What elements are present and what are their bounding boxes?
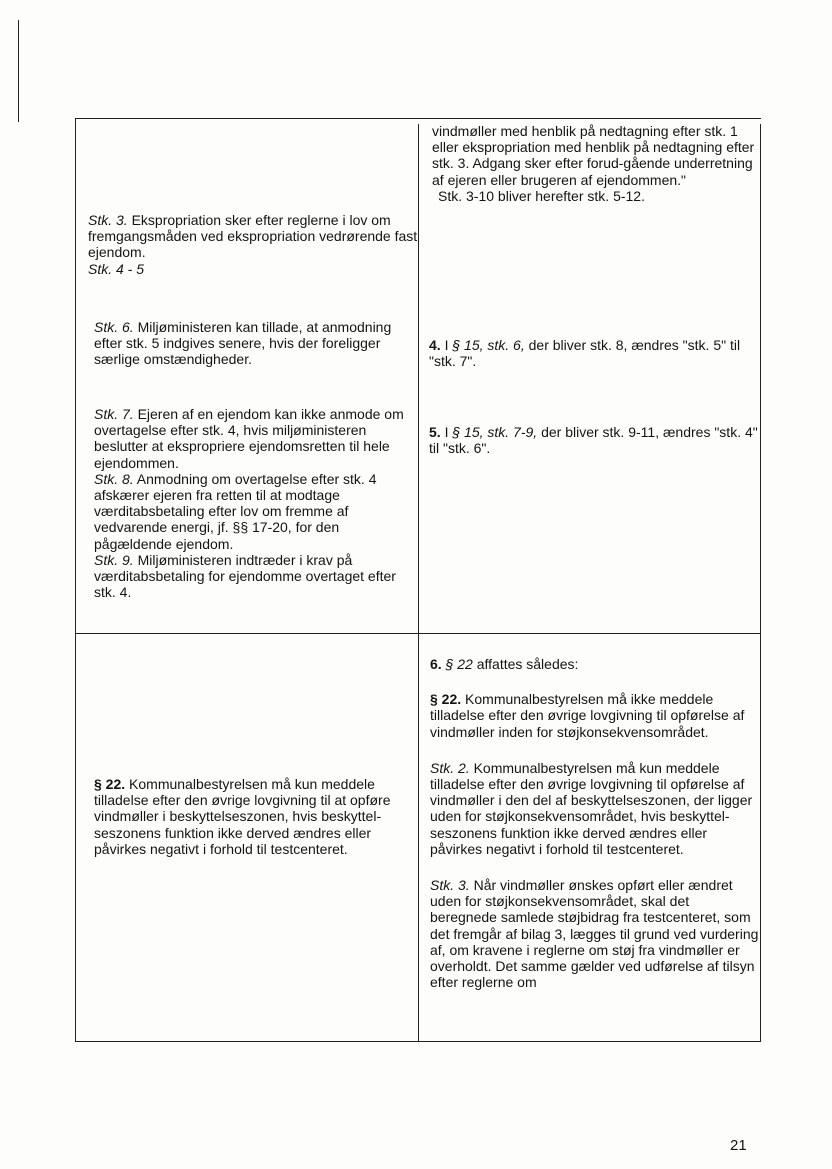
table-bottom-border xyxy=(75,1041,761,1042)
item4-paragraph xyxy=(429,337,759,369)
stk7-label: Stk. 7. xyxy=(94,406,134,422)
item6-number: 6. xyxy=(430,656,442,672)
item5-number: 5. xyxy=(429,424,441,440)
stk3-new-paragraph xyxy=(424,877,759,990)
stk8-text: Anmodning om overtagelse efter stk. 4 afskærer ejeren fra retten til at modtage værditabsbetaling efter lov om fremme af vedvarende energi, jf. §§ 17-20, for den pågældende ejendom. xyxy=(94,470,377,552)
right-cell-continuation xyxy=(432,123,758,204)
left-cell-stk6 xyxy=(88,319,418,368)
left-cell-stk7-9 xyxy=(88,406,418,600)
right-cell-item6 xyxy=(424,656,759,990)
stk3-new-text: Når vindmøller ønskes opført eller ændret uden for støjkonsekvensområdet, skal det beregnede samlede støjbidrag fra testcenteret, som det fremgår af bilag 3, lægges til grund ved vurdering af, om kravene i reglerne om støj fra vindmøller er overholdt. Det samme gælder ved udførelse af tilsyn efter reglerne om xyxy=(430,877,759,991)
stk7-paragraph xyxy=(88,406,418,471)
table-column-divider xyxy=(418,124,419,1042)
item4-text: der bliver stk. 8, ændres "stk. 5" til "stk. 7". xyxy=(429,337,741,370)
right-cell-item5 xyxy=(429,424,759,456)
item5-prefix: I xyxy=(440,424,453,440)
item6-text: affattes således: xyxy=(472,656,579,672)
table-left-border xyxy=(75,118,76,1042)
item4-number: 4. xyxy=(429,337,441,353)
item4-prefix: I xyxy=(440,337,453,353)
stk3-paragraph xyxy=(88,212,418,261)
stk2-new-label: Stk. 2. xyxy=(430,759,470,776)
stk7-text: Ejeren af en ejendom kan ikke anmode om overtagelse efter stk. 4, hvis miljøministeren beslutter at ekspropriere ejendomsretten til hele ejendommen. xyxy=(94,406,404,471)
par22-current-label: § 22. xyxy=(94,776,126,792)
stk2-new-text: Kommunalbestyrelsen må kun meddele tilladelse efter den øvrige lovgivning til opførelse af vindmøller i den del af beskyttelseszonen, der ligger uden for støjkonsekvensområdet, hvis beskyttel-seszonens funktion ikke derved ændres eller påvirkes negativt i forhold til testcenteret. xyxy=(430,759,753,857)
item5-reference: § 15, stk. 7-9, xyxy=(452,424,538,440)
stk9-label: Stk. 9. xyxy=(94,551,134,568)
stk2-new-paragraph xyxy=(424,760,759,857)
page-number: 21 xyxy=(730,1137,747,1154)
item5-text: der bliver stk. 9-11, ændres "stk. 4" til "stk. 6". xyxy=(429,424,758,457)
par22-new-paragraph xyxy=(424,691,759,740)
table-row-divider xyxy=(75,633,761,634)
continuation-text: vindmøller med henblik på nedtagning efter stk. 1 eller ekspropriation med henblik på nedtagning efter stk. 3. Adgang sker efter forud-gående underretning af ejeren eller brugeren af ejendommen." xyxy=(432,123,755,188)
par22-current-text: Kommunalbestyrelsen må kun meddele tilladelse efter den øvrige lovgivning til at opføre vindmøller i beskyttelseszonen, hvis beskyttel-seszonens funktion ikke derved ændres eller påvirkes negativt i forhold til testcenteret. xyxy=(94,776,391,857)
stk45-paragraph xyxy=(88,261,418,277)
stk45-label: Stk. 4 - 5 xyxy=(88,260,145,277)
right-cell-item4 xyxy=(429,337,759,369)
left-cell-current-law xyxy=(88,212,418,277)
table-top-border xyxy=(75,118,761,119)
left-cell-par22 xyxy=(88,776,418,857)
par22-current-paragraph xyxy=(88,776,418,857)
stk3-text: Ekspropriation sker efter reglerne i lov om fremgangsmåden ved ekspropriation vedrørende fast ejendom. xyxy=(88,212,418,261)
item6-reference: § 22 xyxy=(445,656,473,672)
stk9-paragraph xyxy=(88,552,418,601)
stk3-new-label: Stk. 3. xyxy=(430,877,470,894)
stk3-label: Stk. 3. xyxy=(88,212,128,228)
item6-heading xyxy=(424,656,759,672)
par22-new-text: Kommunalbestyrelsen må ikke meddele tilladelse efter den øvrige lovgivning til opførelse af vindmøller inden for støjkonsekvensområdet. xyxy=(430,691,745,740)
stk8-paragraph xyxy=(88,471,418,552)
table-right-border xyxy=(760,124,761,1042)
stk8-label: Stk. 8. xyxy=(94,470,134,487)
renumbering-note: Stk. 3-10 bliver herefter stk. 5-12. xyxy=(438,187,645,204)
stk6-label: Stk. 6. xyxy=(94,319,134,335)
par22-new-label: § 22. xyxy=(430,691,462,708)
stk6-paragraph xyxy=(88,319,418,368)
stk6-text: Miljøministeren kan tillade, at anmodning efter stk. 5 indgives senere, hvis der foreligger særlige omstændigheder. xyxy=(94,319,392,368)
item4-reference: § 15, stk. 6, xyxy=(452,337,525,353)
margin-line xyxy=(18,20,19,122)
comparison-table xyxy=(75,118,761,1042)
item5-paragraph xyxy=(429,424,759,456)
stk9-text: Miljøministeren indtræder i krav på værditabsbetaling for ejendomme overtaget efter stk. 4. xyxy=(94,551,396,601)
